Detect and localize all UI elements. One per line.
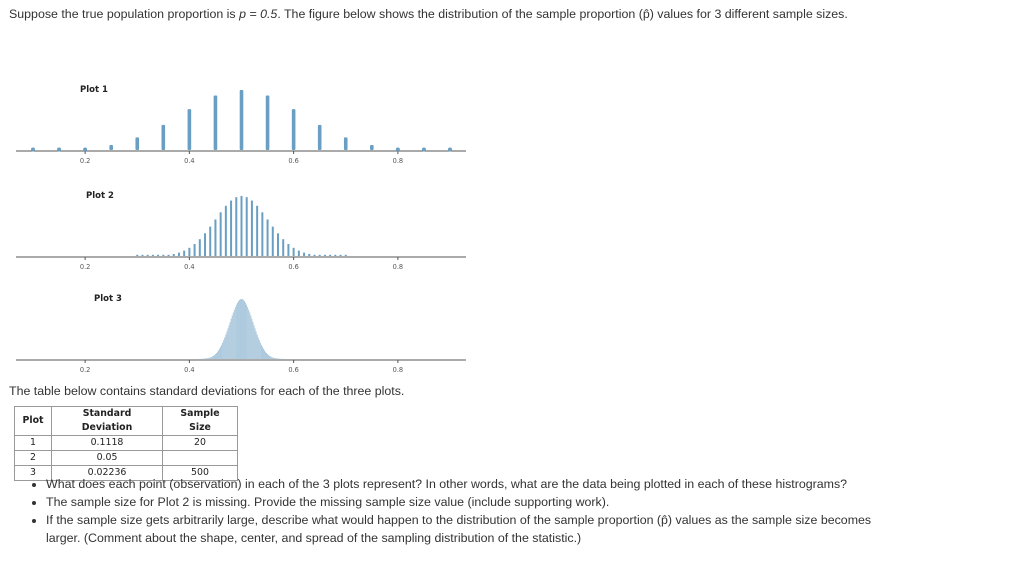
- x-tick-label: 0.4: [184, 366, 195, 374]
- data-point: [57, 148, 61, 152]
- data-bar: [209, 227, 211, 256]
- data-point: [448, 148, 452, 152]
- cell-plot: 1: [15, 436, 52, 451]
- data-bar: [213, 356, 214, 359]
- data-bar: [220, 212, 222, 256]
- data-bar: [308, 254, 310, 256]
- header-plot: Plot: [15, 407, 52, 436]
- data-bar: [225, 337, 226, 359]
- data-bar: [234, 310, 235, 359]
- data-bar: [263, 349, 264, 359]
- data-bar: [253, 322, 254, 359]
- data-bar: [246, 305, 247, 359]
- data-bar: [319, 255, 321, 256]
- data-bar: [141, 255, 143, 256]
- x-tick-label: 0.8: [392, 366, 404, 374]
- data-bar: [318, 125, 322, 150]
- data-bar: [109, 145, 113, 150]
- data-bar: [287, 244, 289, 256]
- data-bar: [282, 239, 284, 256]
- cell-plot: 2: [15, 451, 52, 466]
- plot-2-chart: [0, 186, 480, 278]
- x-tick-label: 0.4: [184, 157, 195, 165]
- data-bar: [344, 137, 348, 150]
- data-bar: [292, 109, 296, 150]
- data-bar: [157, 255, 159, 256]
- x-tick-label: 0.8: [392, 157, 404, 165]
- data-bar: [233, 313, 234, 359]
- p-expression: p = 0.5: [239, 7, 278, 21]
- cell-sample-size: 20: [163, 436, 238, 451]
- data-bar: [226, 335, 227, 359]
- data-bar: [188, 248, 190, 256]
- data-bar: [240, 299, 241, 359]
- data-bar: [243, 300, 244, 359]
- data-bar: [277, 233, 279, 256]
- problem-intro: [9, 5, 889, 23]
- data-bar: [236, 305, 237, 359]
- data-bar: [257, 335, 258, 359]
- intro-text-1: Suppose the true population proportion is: [9, 7, 240, 21]
- data-bar: [238, 301, 239, 359]
- data-point: [31, 148, 35, 152]
- data-bar: [210, 357, 211, 359]
- data-bar: [256, 332, 257, 359]
- table-row: [15, 451, 238, 466]
- data-bar: [329, 255, 331, 256]
- data-bar: [209, 358, 210, 359]
- data-bar: [370, 145, 374, 150]
- data-point: [422, 148, 426, 152]
- x-tick-label: 0.4: [184, 263, 195, 271]
- standard-deviation-table: [14, 406, 238, 481]
- plot-3-chart: [0, 289, 480, 381]
- data-bar: [231, 319, 232, 359]
- cell-sample-size: 500: [163, 466, 238, 481]
- data-bar: [274, 358, 275, 359]
- data-bar: [267, 354, 268, 359]
- data-bar: [275, 358, 276, 359]
- data-bar: [216, 353, 217, 359]
- cell-sd: 0.02236: [52, 466, 163, 481]
- x-tick-label: 0.2: [79, 366, 91, 374]
- data-bar: [218, 350, 219, 359]
- data-bar: [259, 340, 260, 359]
- data-bar: [262, 347, 263, 359]
- data-bar: [277, 358, 278, 359]
- data-bar: [215, 354, 216, 359]
- data-bar: [345, 255, 347, 256]
- data-bar: [229, 325, 230, 359]
- data-bar: [222, 343, 223, 359]
- header-sample-size: Sample Size: [163, 407, 238, 436]
- cell-plot: 3: [15, 466, 52, 481]
- cell-sd: 0.1118: [52, 436, 163, 451]
- data-bar: [225, 206, 227, 256]
- data-bar: [135, 137, 139, 150]
- data-bar: [214, 219, 216, 256]
- plot-title: Plot 3: [94, 294, 122, 304]
- data-bar: [206, 358, 207, 359]
- data-bar: [207, 358, 208, 359]
- data-bar: [211, 357, 212, 359]
- data-bar: [232, 316, 233, 359]
- data-bar: [147, 255, 149, 256]
- data-bar: [228, 328, 229, 359]
- table-row: [15, 436, 238, 451]
- data-bar: [264, 350, 265, 359]
- data-bar: [265, 352, 266, 359]
- data-bar: [256, 206, 258, 256]
- question-item: • The sample size for Plot 2 is missing. Provide the missing sample size value (include supporting work).: [46, 493, 896, 511]
- x-tick-label: 0.8: [392, 263, 404, 271]
- data-bar: [258, 337, 259, 359]
- data-bar: [214, 95, 218, 150]
- data-bar: [241, 196, 243, 256]
- data-bar: [303, 253, 305, 256]
- data-bar: [152, 255, 154, 256]
- cell-sample-size: [163, 451, 238, 466]
- data-bar: [217, 352, 218, 359]
- data-bar: [235, 307, 236, 359]
- data-bar: [251, 316, 252, 359]
- data-bar: [214, 355, 215, 359]
- question-item: • What does each point (observation) in each of the 3 plots represent? In other words, what are the data being plotted in each of these histrograms?: [46, 475, 896, 493]
- data-bar: [272, 357, 273, 359]
- x-tick-label: 0.6: [288, 263, 299, 271]
- table-intro: The table below contains standard deviations for each of the three plots.: [9, 384, 405, 398]
- data-bar: [255, 328, 256, 359]
- data-bar: [270, 356, 271, 359]
- question-item: • If the sample size gets arbitrarily large, describe what would happen to the distribution of the sample proportion (p̂) values as the sample size becomes larger. (Comment about the shape, center, and spread of the sampling distribution of the statistic.): [46, 511, 896, 547]
- data-bar: [261, 345, 262, 359]
- data-bar: [250, 313, 251, 359]
- data-bar: [235, 197, 237, 256]
- data-bar: [276, 358, 277, 359]
- data-bar: [204, 233, 206, 256]
- data-bar: [199, 239, 201, 256]
- data-bar: [298, 251, 300, 256]
- data-bar: [245, 303, 246, 359]
- data-bar: [242, 299, 243, 359]
- data-bar: [246, 197, 248, 256]
- x-tick-label: 0.6: [288, 157, 299, 165]
- data-bar: [223, 340, 224, 359]
- table-header-row: [15, 407, 238, 436]
- data-bar: [271, 357, 272, 359]
- data-bar: [219, 349, 220, 359]
- data-bar: [162, 125, 166, 150]
- data-bar: [324, 255, 326, 256]
- data-bar: [248, 310, 249, 359]
- data-bar: [188, 109, 192, 150]
- data-bar: [252, 319, 253, 359]
- x-tick-label: 0.2: [79, 157, 91, 165]
- data-bar: [268, 355, 269, 359]
- data-bar: [260, 343, 261, 359]
- data-bar: [293, 248, 295, 256]
- data-bar: [227, 332, 228, 359]
- data-bar: [254, 325, 255, 359]
- data-bar: [230, 201, 232, 256]
- cell-sd: 0.05: [52, 451, 163, 466]
- header-standard-deviation: Standard Deviation: [52, 407, 163, 436]
- data-bar: [212, 356, 213, 359]
- data-bar: [162, 255, 164, 256]
- data-bar: [244, 301, 245, 359]
- plot-1-chart: [0, 80, 480, 172]
- data-bar: [269, 356, 270, 359]
- plot-title: Plot 2: [86, 191, 114, 201]
- data-bar: [241, 299, 242, 359]
- question-list: [26, 475, 896, 547]
- data-bar: [266, 95, 270, 150]
- plot-title: Plot 1: [80, 85, 108, 95]
- data-bar: [334, 255, 336, 256]
- x-tick-label: 0.6: [288, 366, 299, 374]
- data-bar: [313, 255, 315, 256]
- data-bar: [136, 255, 138, 256]
- data-bar: [261, 212, 263, 256]
- data-bar: [240, 90, 244, 150]
- data-bar: [221, 345, 222, 359]
- data-bar: [272, 227, 274, 256]
- data-bar: [168, 255, 170, 256]
- data-bar: [230, 322, 231, 359]
- data-bar: [237, 303, 238, 359]
- data-bar: [178, 253, 180, 256]
- data-bar: [239, 300, 240, 359]
- data-bar: [173, 254, 175, 256]
- data-bar: [267, 219, 269, 256]
- intro-text-2: . The figure below shows the distribution of the sample proportion (p̂) values for 3 different sample sizes.: [277, 7, 848, 21]
- data-bar: [183, 251, 185, 256]
- data-bar: [340, 255, 342, 256]
- x-tick-label: 0.2: [79, 263, 91, 271]
- data-point: [396, 148, 400, 152]
- data-bar: [251, 201, 253, 256]
- data-bar: [220, 347, 221, 359]
- data-bar: [247, 307, 248, 359]
- data-point: [83, 148, 87, 152]
- data-bar: [208, 358, 209, 359]
- data-bar: [266, 353, 267, 359]
- data-bar: [194, 244, 196, 256]
